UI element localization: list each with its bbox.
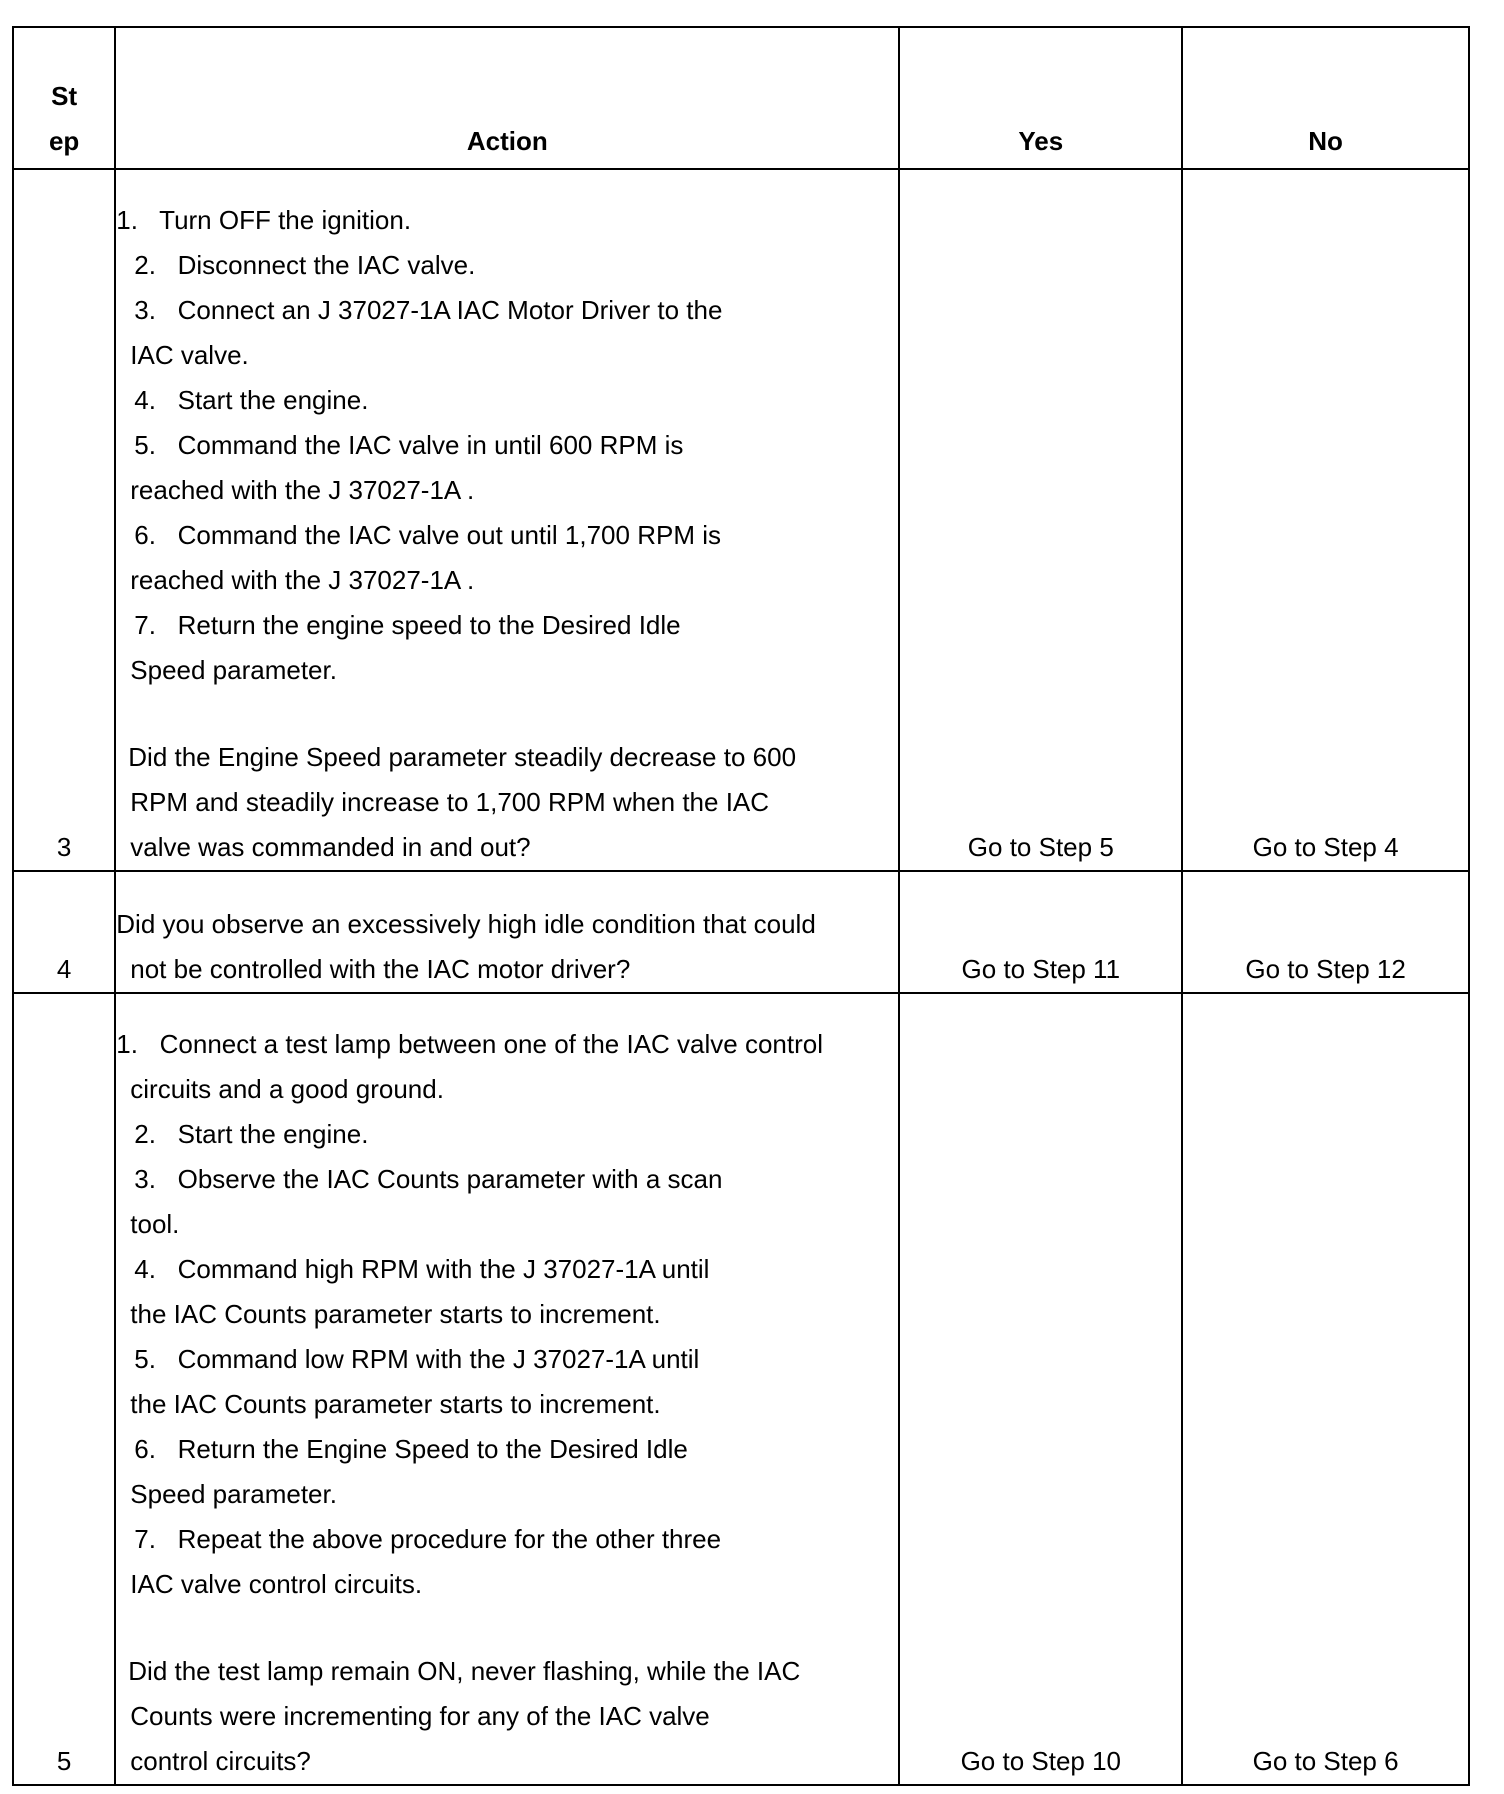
table-row-step-3 bbox=[13, 169, 1469, 871]
action-line: 4. Command high RPM with the J 37027-1A until bbox=[134, 1254, 710, 1284]
action-line: 3. Connect an J 37027-1A IAC Motor Driver to the bbox=[134, 295, 723, 325]
spacer bbox=[116, 1607, 898, 1649]
action-line: IAC valve control circuits. bbox=[130, 1569, 423, 1599]
action-line: 1. Turn OFF the ignition. bbox=[116, 205, 412, 235]
step-number: 3 bbox=[13, 169, 115, 871]
action-line: 2. Start the engine. bbox=[134, 1119, 369, 1149]
action-cell bbox=[115, 871, 899, 993]
header-yes: Yes bbox=[899, 27, 1182, 169]
question-line: control circuits? bbox=[130, 1746, 311, 1776]
table-row-step-5 bbox=[13, 993, 1469, 1785]
action-line: 6. Return the Engine Speed to the Desired Idle bbox=[134, 1434, 688, 1464]
question-line: RPM and steadily increase to 1,700 RPM when the IAC bbox=[130, 787, 770, 817]
question-line: Did you observe an excessively high idle condition that could bbox=[116, 909, 816, 939]
header-step bbox=[13, 27, 115, 169]
no-cell: Go to Step 4 bbox=[1182, 169, 1469, 871]
step-number: 4 bbox=[13, 871, 115, 993]
action-line: 6. Command the IAC valve out until 1,700 RPM is bbox=[134, 520, 721, 550]
action-line: the IAC Counts parameter starts to increment. bbox=[130, 1389, 661, 1419]
action-line: 5. Command low RPM with the J 37027-1A until bbox=[134, 1344, 700, 1374]
question-line: valve was commanded in and out? bbox=[130, 832, 531, 862]
header-step-line1: St bbox=[51, 81, 78, 111]
action-line: circuits and a good ground. bbox=[130, 1074, 444, 1104]
yes-cell: Go to Step 10 bbox=[899, 993, 1182, 1785]
header-no: No bbox=[1182, 27, 1469, 169]
action-line: the IAC Counts parameter starts to increment. bbox=[130, 1299, 661, 1329]
question-line: Counts were incrementing for any of the IAC valve bbox=[130, 1701, 710, 1731]
header-action: Action bbox=[115, 27, 899, 169]
question-line: not be controlled with the IAC motor driver? bbox=[130, 954, 631, 984]
header-step-line2: ep bbox=[48, 126, 80, 156]
action-line: tool. bbox=[130, 1209, 180, 1239]
yes-cell: Go to Step 5 bbox=[899, 169, 1182, 871]
no-cell: Go to Step 12 bbox=[1182, 871, 1469, 993]
table-row-step-4 bbox=[13, 871, 1469, 993]
diagnostic-steps-table bbox=[12, 26, 1470, 1786]
no-cell: Go to Step 6 bbox=[1182, 993, 1469, 1785]
yes-cell: Go to Step 11 bbox=[899, 871, 1182, 993]
action-line: reached with the J 37027-1A . bbox=[130, 475, 475, 505]
question-line: Did the Engine Speed parameter steadily decrease to 600 bbox=[128, 742, 797, 772]
action-line: 3. Observe the IAC Counts parameter with a scan bbox=[134, 1164, 723, 1194]
action-line: 7. Repeat the above procedure for the other three bbox=[134, 1524, 722, 1554]
action-cell bbox=[115, 169, 899, 871]
step-number: 5 bbox=[13, 993, 115, 1785]
table-header-row bbox=[13, 27, 1469, 169]
action-line: reached with the J 37027-1A . bbox=[130, 565, 475, 595]
action-line: 5. Command the IAC valve in until 600 RPM is bbox=[134, 430, 684, 460]
action-line: 7. Return the engine speed to the Desired Idle bbox=[134, 610, 681, 640]
question-line: Did the test lamp remain ON, never flashing, while the IAC bbox=[128, 1656, 801, 1686]
action-line: 1. Connect a test lamp between one of the IAC valve control bbox=[116, 1029, 824, 1059]
action-cell bbox=[115, 993, 899, 1785]
action-line: IAC valve. bbox=[130, 340, 249, 370]
action-line: Speed parameter. bbox=[130, 1479, 337, 1509]
action-line: 2. Disconnect the IAC valve. bbox=[134, 250, 476, 280]
action-line: Speed parameter. bbox=[130, 655, 337, 685]
action-line: 4. Start the engine. bbox=[134, 385, 369, 415]
spacer bbox=[116, 693, 898, 735]
